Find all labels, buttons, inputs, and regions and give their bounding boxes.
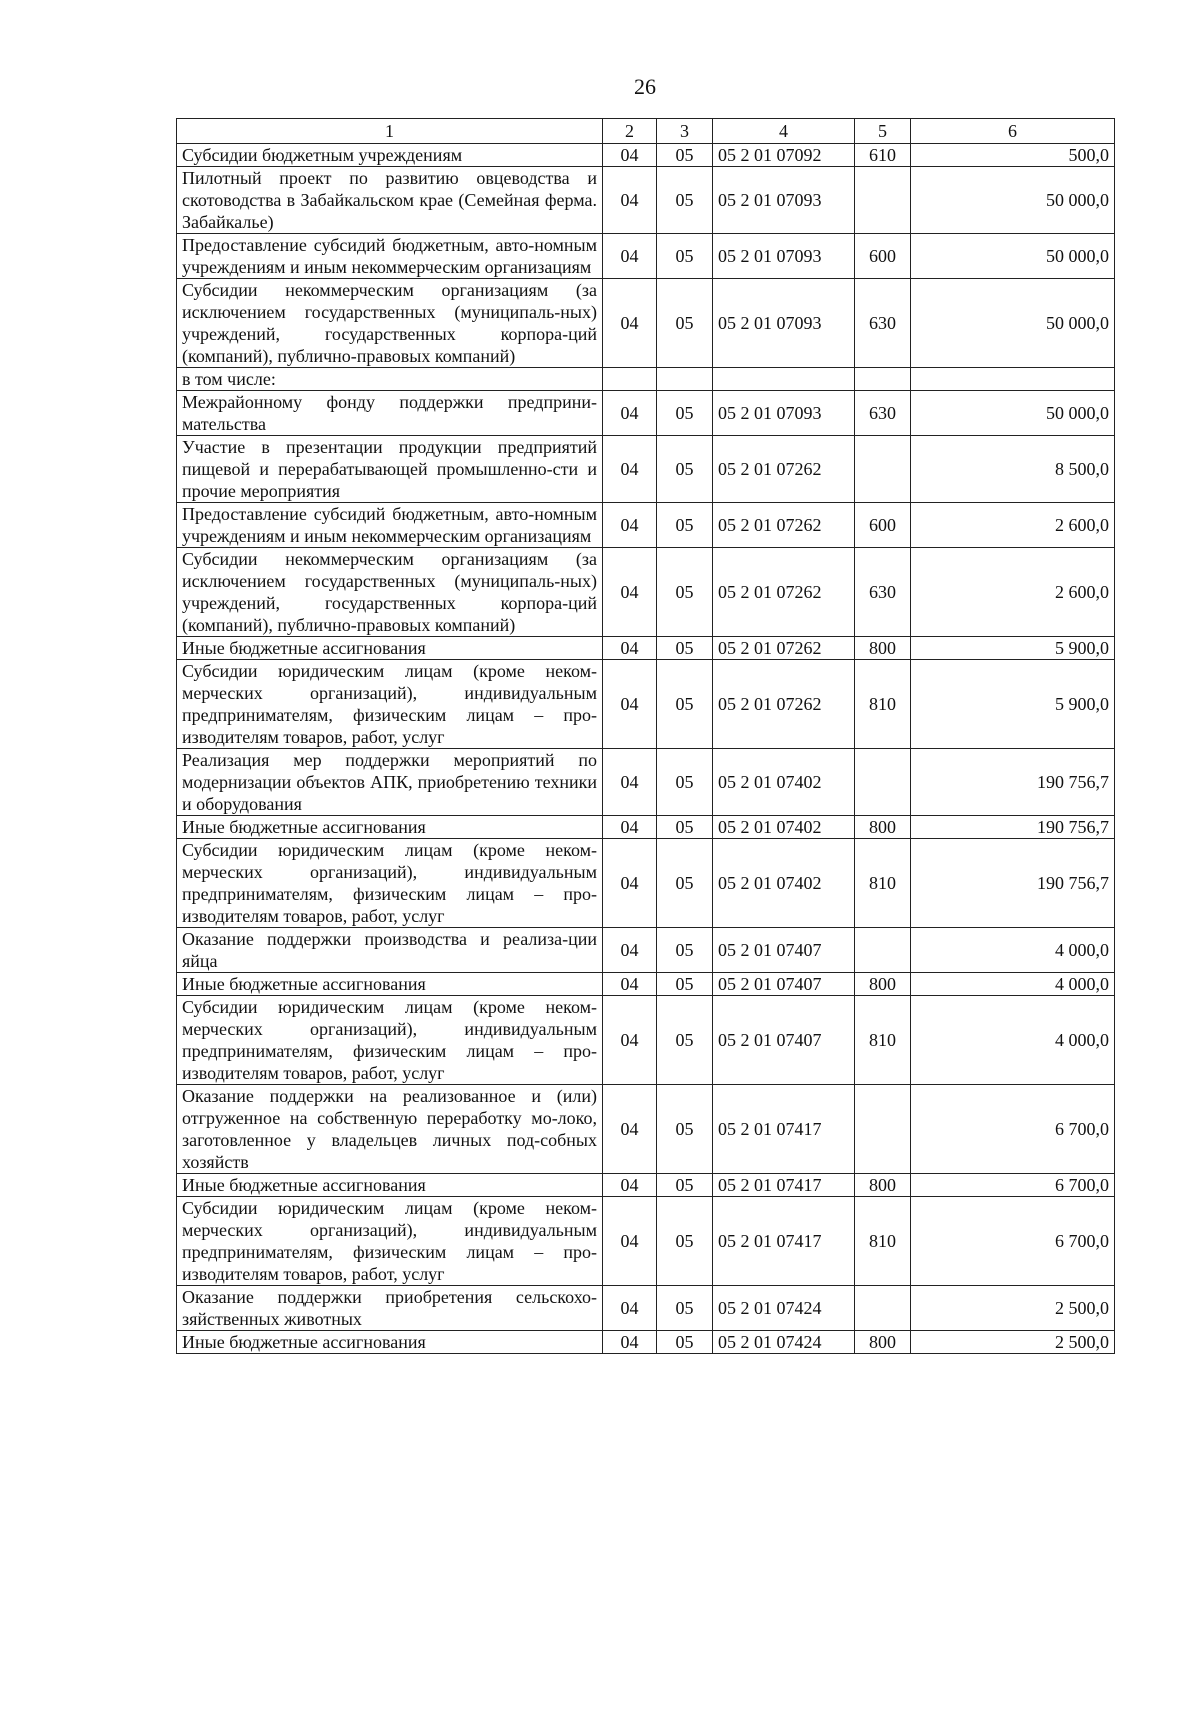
cell-amount: 2 600,0 bbox=[911, 503, 1115, 548]
cell-amount: 6 700,0 bbox=[911, 1174, 1115, 1197]
table-row bbox=[177, 391, 1115, 436]
cell-amount: 4 000,0 bbox=[911, 928, 1115, 973]
cell-name: Оказание поддержки приобретения сельскохо-зяйственных животных bbox=[177, 1286, 603, 1331]
cell-section: 04 bbox=[603, 1085, 657, 1174]
cell-expense-type: 800 bbox=[855, 816, 911, 839]
cell-section: 04 bbox=[603, 973, 657, 996]
cell-section: 04 bbox=[603, 144, 657, 167]
cell-amount: 50 000,0 bbox=[911, 167, 1115, 234]
cell-subsection: 05 bbox=[657, 279, 713, 368]
cell-section: 04 bbox=[603, 660, 657, 749]
cell-amount: 6 700,0 bbox=[911, 1197, 1115, 1286]
table-row bbox=[177, 637, 1115, 660]
cell-amount: 2 500,0 bbox=[911, 1331, 1115, 1354]
cell-amount bbox=[911, 368, 1115, 391]
table-row bbox=[177, 144, 1115, 167]
cell-name: Иные бюджетные ассигнования bbox=[177, 816, 603, 839]
header-cell-amount: 6 bbox=[911, 119, 1115, 144]
cell-expense-type: 810 bbox=[855, 1197, 911, 1286]
cell-name: Иные бюджетные ассигнования bbox=[177, 1174, 603, 1197]
table-row bbox=[177, 816, 1115, 839]
cell-target-article: 05 2 01 07407 bbox=[713, 928, 855, 973]
table-row bbox=[177, 1331, 1115, 1354]
cell-section: 04 bbox=[603, 839, 657, 928]
cell-expense-type: 600 bbox=[855, 234, 911, 279]
cell-name: Оказание поддержки на реализованное и (или) отгруженное на собственную переработку мо-локо, заготовленное у владельцев личных под-собных хозяйств bbox=[177, 1085, 603, 1174]
cell-section: 04 bbox=[603, 436, 657, 503]
cell-expense-type: 630 bbox=[855, 548, 911, 637]
cell-target-article: 05 2 01 07424 bbox=[713, 1286, 855, 1331]
cell-name: Межрайонному фонду поддержки предприни-мательства bbox=[177, 391, 603, 436]
table-row bbox=[177, 548, 1115, 637]
cell-expense-type: 810 bbox=[855, 839, 911, 928]
cell-name: Субсидии некоммерческим организациям (за исключением государственных (муниципаль-ных) учреждений, государственных корпора-ций (компаний), публично-правовых компаний) bbox=[177, 548, 603, 637]
cell-amount: 4 000,0 bbox=[911, 973, 1115, 996]
cell-target-article: 05 2 01 07417 bbox=[713, 1197, 855, 1286]
cell-subsection: 05 bbox=[657, 436, 713, 503]
cell-amount: 2 500,0 bbox=[911, 1286, 1115, 1331]
cell-amount: 190 756,7 bbox=[911, 749, 1115, 816]
cell-amount: 4 000,0 bbox=[911, 996, 1115, 1085]
cell-target-article: 05 2 01 07402 bbox=[713, 816, 855, 839]
cell-name: Субсидии юридическим лицам (кроме неком-мерческих организаций), индивидуальным предпринимателям, физическим лицам – про-изводителям товаров, работ, услуг bbox=[177, 1197, 603, 1286]
budget-table-body bbox=[177, 119, 1115, 1354]
cell-name: Предоставление субсидий бюджетным, авто-номным учреждениям и иным некоммерческим организациям bbox=[177, 503, 603, 548]
cell-amount: 5 900,0 bbox=[911, 660, 1115, 749]
cell-section: 04 bbox=[603, 996, 657, 1085]
cell-subsection: 05 bbox=[657, 816, 713, 839]
cell-subsection: 05 bbox=[657, 928, 713, 973]
table-row bbox=[177, 1085, 1115, 1174]
cell-section: 04 bbox=[603, 1197, 657, 1286]
cell-target-article: 05 2 01 07262 bbox=[713, 503, 855, 548]
cell-section bbox=[603, 368, 657, 391]
table-row bbox=[177, 1286, 1115, 1331]
budget-table bbox=[176, 118, 1115, 1354]
table-row bbox=[177, 503, 1115, 548]
cell-section: 04 bbox=[603, 503, 657, 548]
cell-target-article: 05 2 01 07402 bbox=[713, 749, 855, 816]
table-row bbox=[177, 973, 1115, 996]
cell-target-article: 05 2 01 07092 bbox=[713, 144, 855, 167]
table-header-row bbox=[177, 119, 1115, 144]
cell-target-article: 05 2 01 07424 bbox=[713, 1331, 855, 1354]
table-row bbox=[177, 368, 1115, 391]
header-cell-expense-type: 5 bbox=[855, 119, 911, 144]
table-row bbox=[177, 660, 1115, 749]
table-row bbox=[177, 279, 1115, 368]
cell-subsection: 05 bbox=[657, 1085, 713, 1174]
cell-section: 04 bbox=[603, 279, 657, 368]
cell-amount: 8 500,0 bbox=[911, 436, 1115, 503]
cell-subsection: 05 bbox=[657, 973, 713, 996]
table-row bbox=[177, 234, 1115, 279]
table-row bbox=[177, 167, 1115, 234]
cell-expense-type bbox=[855, 167, 911, 234]
cell-name: Иные бюджетные ассигнования bbox=[177, 973, 603, 996]
cell-subsection bbox=[657, 368, 713, 391]
page-number: 26 bbox=[634, 74, 656, 99]
cell-expense-type: 800 bbox=[855, 973, 911, 996]
table-row bbox=[177, 1197, 1115, 1286]
cell-subsection: 05 bbox=[657, 839, 713, 928]
cell-expense-type: 800 bbox=[855, 637, 911, 660]
cell-name: Иные бюджетные ассигнования bbox=[177, 637, 603, 660]
cell-amount: 5 900,0 bbox=[911, 637, 1115, 660]
cell-subsection: 05 bbox=[657, 391, 713, 436]
cell-subsection: 05 bbox=[657, 637, 713, 660]
cell-target-article: 05 2 01 07262 bbox=[713, 660, 855, 749]
cell-subsection: 05 bbox=[657, 167, 713, 234]
header-cell-subsection: 3 bbox=[657, 119, 713, 144]
cell-expense-type bbox=[855, 1085, 911, 1174]
cell-amount: 50 000,0 bbox=[911, 391, 1115, 436]
cell-expense-type: 600 bbox=[855, 503, 911, 548]
cell-section: 04 bbox=[603, 749, 657, 816]
cell-name: Предоставление субсидий бюджетным, авто-номным учреждениям и иным некоммерческим организациям bbox=[177, 234, 603, 279]
cell-target-article: 05 2 01 07262 bbox=[713, 548, 855, 637]
cell-name: Пилотный проект по развитию овцеводства и скотоводства в Забайкальском крае (Семейная ферма. Забайкалье) bbox=[177, 167, 603, 234]
cell-target-article: 05 2 01 07262 bbox=[713, 637, 855, 660]
table-row bbox=[177, 928, 1115, 973]
cell-name: Участие в презентации продукции предприятий пищевой и перерабатывающей промышленно-сти и прочие мероприятия bbox=[177, 436, 603, 503]
cell-amount: 190 756,7 bbox=[911, 816, 1115, 839]
cell-section: 04 bbox=[603, 1331, 657, 1354]
header-cell-name: 1 bbox=[177, 119, 603, 144]
cell-amount: 6 700,0 bbox=[911, 1085, 1115, 1174]
cell-section: 04 bbox=[603, 234, 657, 279]
cell-target-article: 05 2 01 07093 bbox=[713, 167, 855, 234]
cell-section: 04 bbox=[603, 167, 657, 234]
cell-expense-type: 610 bbox=[855, 144, 911, 167]
cell-amount: 500,0 bbox=[911, 144, 1115, 167]
cell-target-article: 05 2 01 07417 bbox=[713, 1174, 855, 1197]
cell-target-article: 05 2 01 07402 bbox=[713, 839, 855, 928]
header-cell-section: 2 bbox=[603, 119, 657, 144]
cell-subsection: 05 bbox=[657, 1174, 713, 1197]
cell-name: Субсидии некоммерческим организациям (за исключением государственных (муниципаль-ных) учреждений, государственных корпора-ций (компаний), публично-правовых компаний) bbox=[177, 279, 603, 368]
cell-subsection: 05 bbox=[657, 1286, 713, 1331]
cell-expense-type bbox=[855, 368, 911, 391]
cell-amount: 50 000,0 bbox=[911, 234, 1115, 279]
cell-target-article: 05 2 01 07407 bbox=[713, 996, 855, 1085]
cell-subsection: 05 bbox=[657, 749, 713, 816]
cell-name: Оказание поддержки производства и реализа-ции яйца bbox=[177, 928, 603, 973]
cell-amount: 2 600,0 bbox=[911, 548, 1115, 637]
cell-subsection: 05 bbox=[657, 548, 713, 637]
cell-expense-type: 800 bbox=[855, 1331, 911, 1354]
cell-subsection: 05 bbox=[657, 234, 713, 279]
cell-section: 04 bbox=[603, 637, 657, 660]
table-row bbox=[177, 839, 1115, 928]
table-row bbox=[177, 436, 1115, 503]
cell-section: 04 bbox=[603, 928, 657, 973]
cell-expense-type: 800 bbox=[855, 1174, 911, 1197]
cell-name: Субсидии юридическим лицам (кроме неком-мерческих организаций), индивидуальным предпринимателям, физическим лицам – про-изводителям товаров, работ, услуг bbox=[177, 996, 603, 1085]
cell-expense-type: 810 bbox=[855, 660, 911, 749]
cell-name: Иные бюджетные ассигнования bbox=[177, 1331, 603, 1354]
cell-subsection: 05 bbox=[657, 660, 713, 749]
cell-subsection: 05 bbox=[657, 144, 713, 167]
cell-amount: 50 000,0 bbox=[911, 279, 1115, 368]
table-row bbox=[177, 1174, 1115, 1197]
cell-subsection: 05 bbox=[657, 1331, 713, 1354]
cell-section: 04 bbox=[603, 816, 657, 839]
table-row bbox=[177, 749, 1115, 816]
cell-target-article: 05 2 01 07407 bbox=[713, 973, 855, 996]
cell-expense-type bbox=[855, 928, 911, 973]
cell-expense-type bbox=[855, 436, 911, 503]
cell-name: Реализация мер поддержки мероприятий по модернизации объектов АПК, приобретению техники и оборудования bbox=[177, 749, 603, 816]
cell-name: в том числе: bbox=[177, 368, 603, 391]
cell-section: 04 bbox=[603, 1174, 657, 1197]
cell-name: Субсидии юридическим лицам (кроме неком-мерческих организаций), индивидуальным предпринимателям, физическим лицам – про-изводителям товаров, работ, услуг bbox=[177, 839, 603, 928]
cell-expense-type bbox=[855, 749, 911, 816]
cell-name: Субсидии бюджетным учреждениям bbox=[177, 144, 603, 167]
header-cell-target-article: 4 bbox=[713, 119, 855, 144]
cell-expense-type: 630 bbox=[855, 279, 911, 368]
cell-target-article: 05 2 01 07093 bbox=[713, 234, 855, 279]
cell-subsection: 05 bbox=[657, 1197, 713, 1286]
cell-section: 04 bbox=[603, 391, 657, 436]
cell-amount: 190 756,7 bbox=[911, 839, 1115, 928]
cell-section: 04 bbox=[603, 1286, 657, 1331]
cell-target-article: 05 2 01 07417 bbox=[713, 1085, 855, 1174]
cell-subsection: 05 bbox=[657, 996, 713, 1085]
cell-subsection: 05 bbox=[657, 503, 713, 548]
cell-target-article: 05 2 01 07093 bbox=[713, 279, 855, 368]
cell-expense-type: 810 bbox=[855, 996, 911, 1085]
cell-target-article: 05 2 01 07262 bbox=[713, 436, 855, 503]
cell-expense-type bbox=[855, 1286, 911, 1331]
cell-target-article bbox=[713, 368, 855, 391]
cell-expense-type: 630 bbox=[855, 391, 911, 436]
table-row bbox=[177, 996, 1115, 1085]
cell-name: Субсидии юридическим лицам (кроме неком-мерческих организаций), индивидуальным предпринимателям, физическим лицам – про-изводителям товаров, работ, услуг bbox=[177, 660, 603, 749]
cell-section: 04 bbox=[603, 548, 657, 637]
cell-target-article: 05 2 01 07093 bbox=[713, 391, 855, 436]
